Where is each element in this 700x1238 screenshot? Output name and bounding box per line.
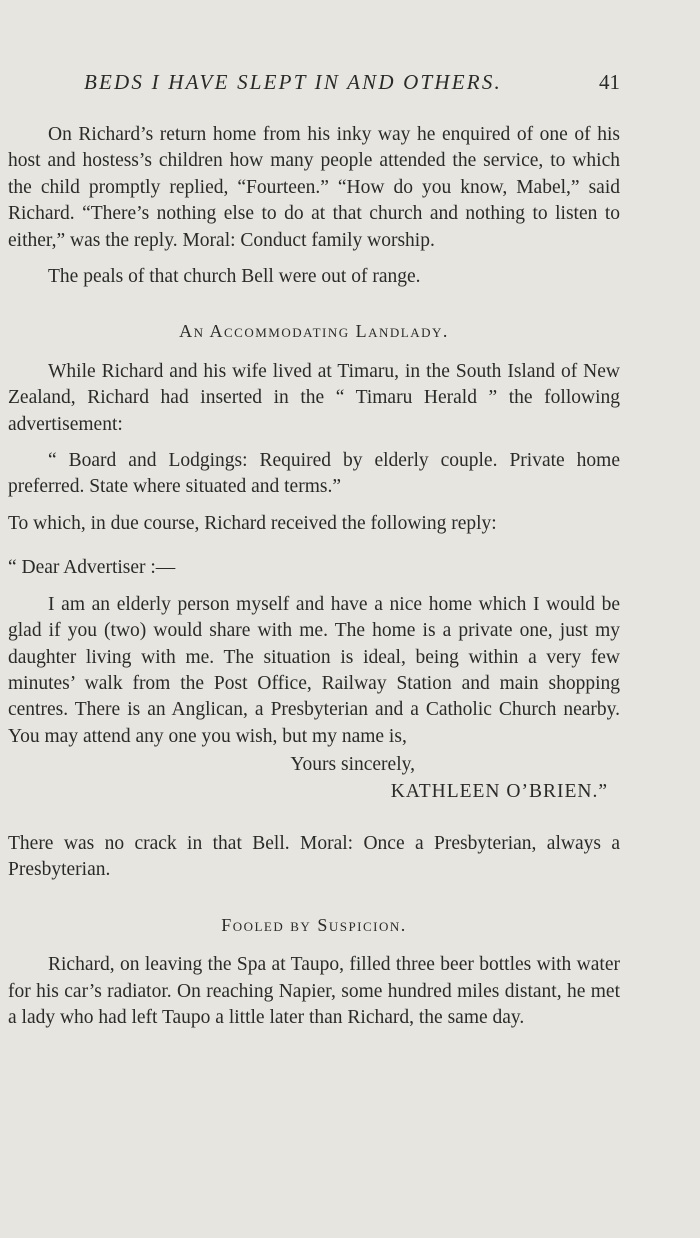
letter-signature: KATHLEEN O’BRIEN.” xyxy=(390,780,608,802)
paragraph-moral-presbyterian: There was no crack in that Bell. Moral: Once a Presbyterian, always a Presbyterian. xyxy=(8,832,620,881)
page-number: 41 xyxy=(599,70,620,94)
letter-body: I am an elderly person myself and have a nice home which I would be glad if you (two) would share with me. The home is a private one, just my daughter living with me. The situation is ideal, being within a very few minutes’ walk from the Post Office, Railway Station and main shopping centres. There is an Anglican, a Presbyterian and a Catholic Church nearby. You may attend any one you wish, but my name is, xyxy=(8,593,620,747)
letter-closing: Yours sincerely, xyxy=(290,754,415,776)
paragraph-reply-intro: To which, in due course, Richard received the following reply: xyxy=(8,512,497,534)
paragraph-church-bell: The peals of that church Bell were out of range. xyxy=(48,266,421,288)
letter-greeting: “ Dear Advertiser :— xyxy=(8,557,176,579)
running-head-title: BEDS I HAVE SLEPT IN AND OTHERS. xyxy=(84,70,502,94)
section-heading-landlady: An Accommodating Landlady. xyxy=(179,321,449,342)
paragraph-advertisement: “ Board and Lodgings: Required by elderly couple. Private home preferred. State where situated and terms.” xyxy=(8,450,620,498)
section-heading-suspicion: Fooled by Suspicion. xyxy=(221,914,407,935)
paragraph-taupo: Richard, on leaving the Spa at Taupo, filled three beer bottles with water for his car’s radiator. On reaching Napier, some hundred miles distant, he met a lady who had left Taupo a little later than Richard, the same day. xyxy=(8,954,620,1028)
page-body xyxy=(8,122,620,1031)
paragraph-timaru: While Richard and his wife lived at Timaru, in the South Island of New Zealand, Richard had inserted in the “ Timaru Herald ” the following advertisement: xyxy=(8,360,620,435)
paragraph-church-attendance: On Richard’s return home from his inky way he enquired of one of his host and hostess’s children how many people attended the service, to which the child promptly replied, “Fourteen.” “How do you know, Mabel,” said Richard. “There’s nothing else to do at that church and nothing to listen to either,” was the reply. Moral: Conduct family worship. xyxy=(8,124,620,251)
